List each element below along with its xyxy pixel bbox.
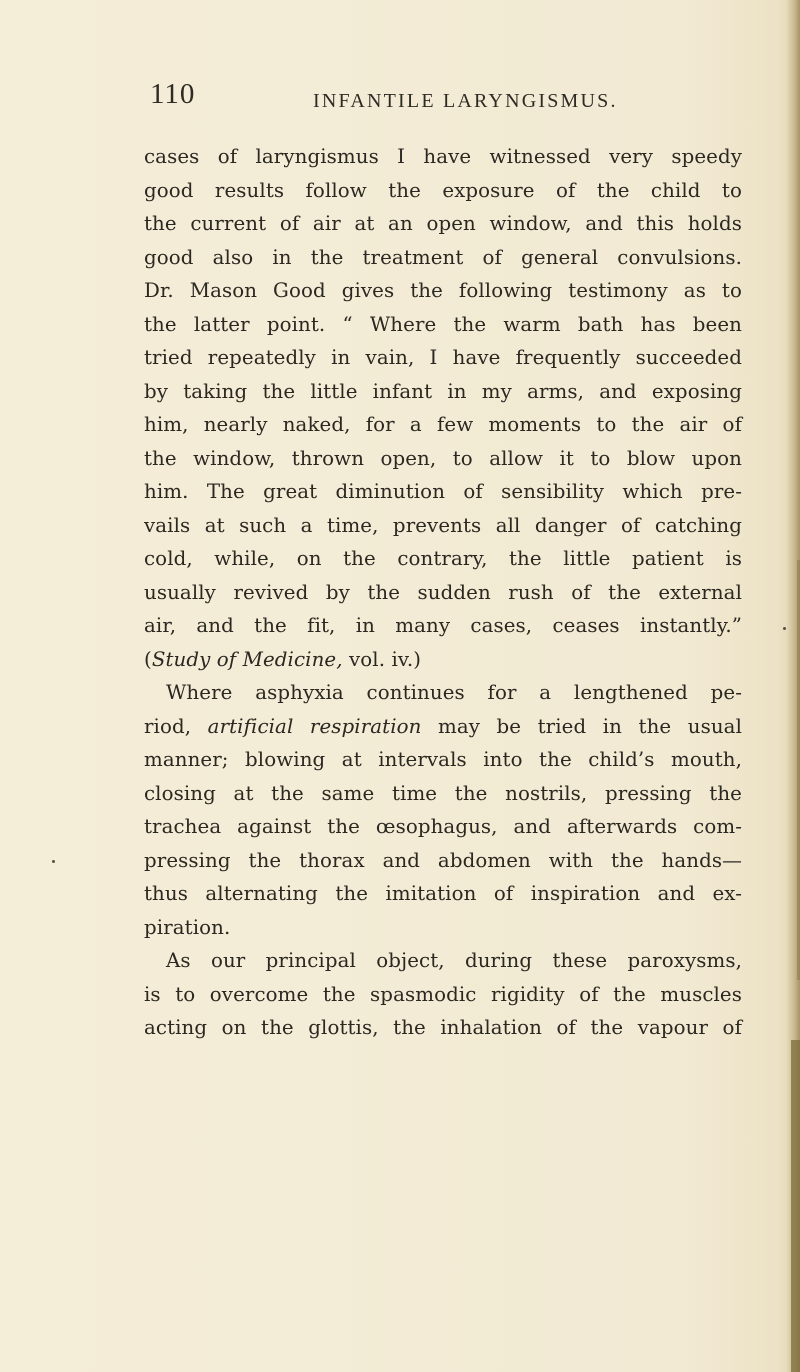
text-line	[144, 710, 742, 744]
text-line	[144, 341, 742, 375]
text-line	[144, 877, 742, 911]
text-line	[144, 207, 742, 241]
text-segment: good also in the treatment of general convulsions.	[144, 245, 742, 269]
text-line	[144, 542, 742, 576]
text-line	[144, 643, 742, 677]
text-line	[144, 442, 742, 476]
text-segment: manner; blowing at intervals into the child’s mouth,	[144, 748, 742, 771]
running-head: INFANTILE LARYNGISMUS.	[313, 90, 618, 112]
text-line	[144, 1011, 742, 1045]
text-segment: vol. iv.)	[342, 647, 422, 671]
text-segment: Dr. Mason Good gives the following testimony as to	[144, 279, 742, 302]
text-line	[144, 509, 742, 543]
text-line	[144, 375, 742, 409]
text-line	[144, 576, 742, 610]
text-line	[144, 743, 742, 777]
text-line	[144, 609, 742, 643]
text-segment: Where asphyxia continues for a lengthened pe-	[166, 681, 742, 704]
text-line	[144, 174, 742, 208]
text-segment: the window, thrown open, to allow it to blow upon	[144, 446, 742, 470]
text-segment: the current of air at an open window, and this holds	[144, 212, 742, 235]
text-line	[144, 140, 742, 174]
print-speck	[52, 860, 55, 863]
text-line	[144, 408, 742, 442]
text-segment: acting on the glottis, the inhalation of the vapour of	[144, 1016, 742, 1039]
italic-text-segment: artificial respiration	[207, 714, 422, 738]
italic-text-segment: Study of Medicine,	[151, 647, 343, 671]
print-speck	[783, 627, 786, 630]
text-line	[144, 777, 742, 811]
text-segment: pressing the thorax and abdomen with the hands—	[144, 848, 742, 872]
text-segment: vails at such a time, prevents all danger of catching	[144, 513, 742, 537]
text-segment: (	[144, 647, 152, 671]
text-segment: him, nearly naked, for a few moments to the air of	[144, 413, 742, 436]
text-segment: piration.	[144, 915, 231, 939]
text-segment: the latter point. “ Where the warm bath has been	[144, 312, 742, 336]
text-line	[144, 308, 742, 342]
text-line	[144, 844, 742, 878]
text-line	[144, 475, 742, 509]
page-number: 110	[150, 78, 196, 110]
text-line	[144, 810, 742, 844]
text-segment: air, and the fit, in many cases, ceases instantly.”	[144, 614, 742, 637]
text-segment: cold, while, on the contrary, the little patient is	[144, 547, 742, 570]
text-segment: may be tried in the usual	[421, 714, 742, 738]
text-segment: As our principal object, during these paroxysms,	[166, 949, 742, 972]
text-line	[144, 676, 742, 710]
text-line	[144, 978, 742, 1012]
body-text	[144, 140, 742, 1045]
text-line	[144, 241, 742, 275]
text-segment: riod,	[144, 714, 208, 738]
text-segment: by taking the little infant in my arms, and exposing	[144, 379, 742, 403]
text-segment: tried repeatedly in vain, I have frequently succeeded	[144, 346, 742, 369]
page-header	[150, 78, 750, 118]
text-segment: cases of laryngismus I have witnessed very speedy	[144, 145, 742, 168]
text-line	[144, 911, 742, 945]
text-segment: is to overcome the spasmodic rigidity of the muscles	[144, 982, 742, 1006]
page-edge-binding-lower	[791, 1040, 800, 1372]
text-segment: him. The great diminution of sensibility which pre-	[144, 480, 742, 503]
text-segment: closing at the same time the nostrils, pressing the	[144, 781, 742, 805]
text-segment: thus alternating the imitation of inspiration and ex-	[144, 882, 742, 905]
text-segment: good results follow the exposure of the child to	[144, 178, 742, 202]
text-segment: usually revived by the sudden rush of the external	[144, 580, 742, 604]
text-line	[144, 944, 742, 978]
text-segment: trachea against the œsophagus, and afterwards com-	[144, 815, 742, 838]
text-line	[144, 274, 742, 308]
